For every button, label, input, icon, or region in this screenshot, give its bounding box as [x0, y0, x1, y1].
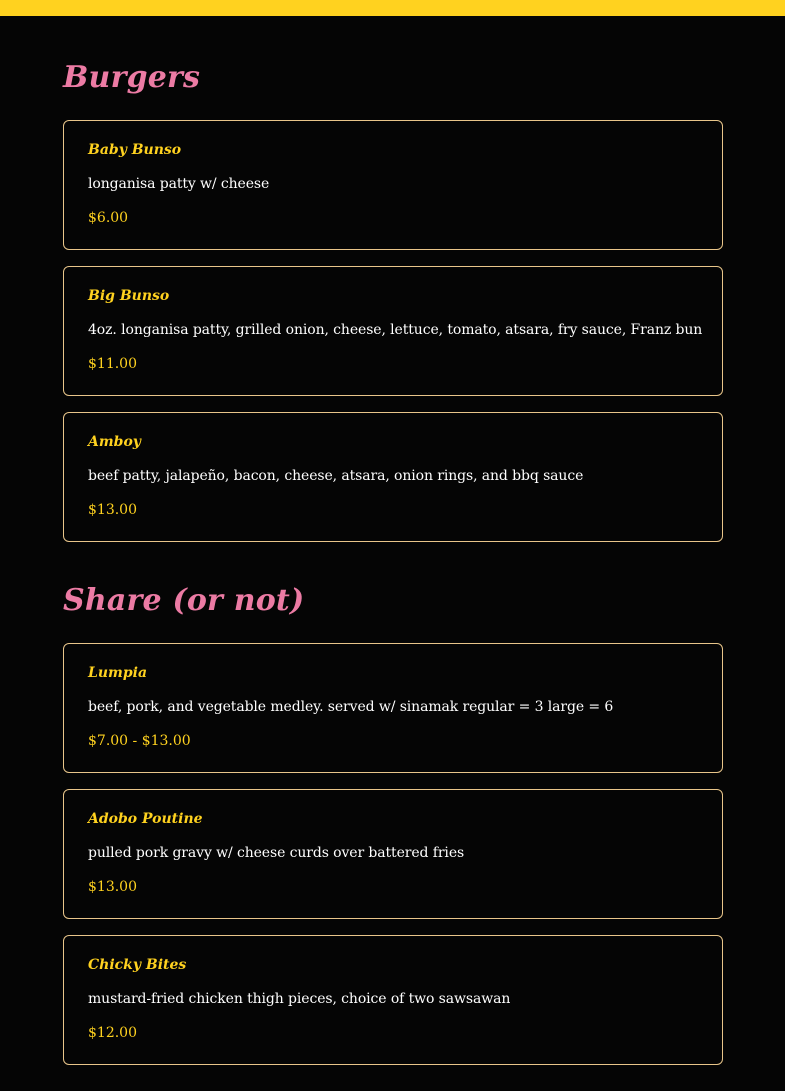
item-name: Baby Bunso: [88, 142, 182, 158]
menu-content: [63, 56, 723, 1065]
item-description: pulled pork gravy w/ cheese curds over battered fries: [88, 845, 465, 861]
item-description: 4oz. longanisa patty, grilled onion, cheese, lettuce, tomato, atsara, fry sauce, Franz bun: [88, 322, 703, 338]
menu-item-card[interactable]: [63, 120, 723, 250]
menu-item-card[interactable]: [63, 412, 723, 542]
item-price: $13.00: [88, 879, 137, 895]
menu-item-card[interactable]: [63, 789, 723, 919]
item-name: Amboy: [88, 434, 141, 450]
item-description: longanisa patty w/ cheese: [88, 176, 270, 192]
top-accent-bar: [0, 0, 785, 16]
item-name: Chicky Bites: [88, 957, 187, 973]
section-title-share: Share (or not): [63, 583, 305, 618]
menu-item-card[interactable]: [63, 643, 723, 773]
item-price: $12.00: [88, 1025, 137, 1041]
item-name: Lumpia: [88, 665, 148, 681]
item-description: beef, pork, and vegetable medley. served w/ sinamak regular = 3 large = 6: [88, 699, 614, 715]
item-price: $11.00: [88, 356, 137, 372]
section-items-burgers: [63, 120, 723, 542]
item-name: Big Bunso: [88, 288, 170, 304]
item-price: $6.00: [88, 210, 129, 226]
item-name: Adobo Poutine: [88, 811, 203, 827]
item-description: beef patty, jalapeño, bacon, cheese, atsara, onion rings, and bbq sauce: [88, 468, 584, 484]
item-price: $13.00: [88, 502, 137, 518]
menu-item-card[interactable]: [63, 935, 723, 1065]
section-title-burgers: Burgers: [63, 60, 201, 95]
section-items-share: [63, 643, 723, 1065]
item-price: $7.00 - $13.00: [88, 733, 191, 749]
menu-item-card[interactable]: [63, 266, 723, 396]
item-description: mustard-fried chicken thigh pieces, choice of two sawsawan: [88, 991, 511, 1007]
